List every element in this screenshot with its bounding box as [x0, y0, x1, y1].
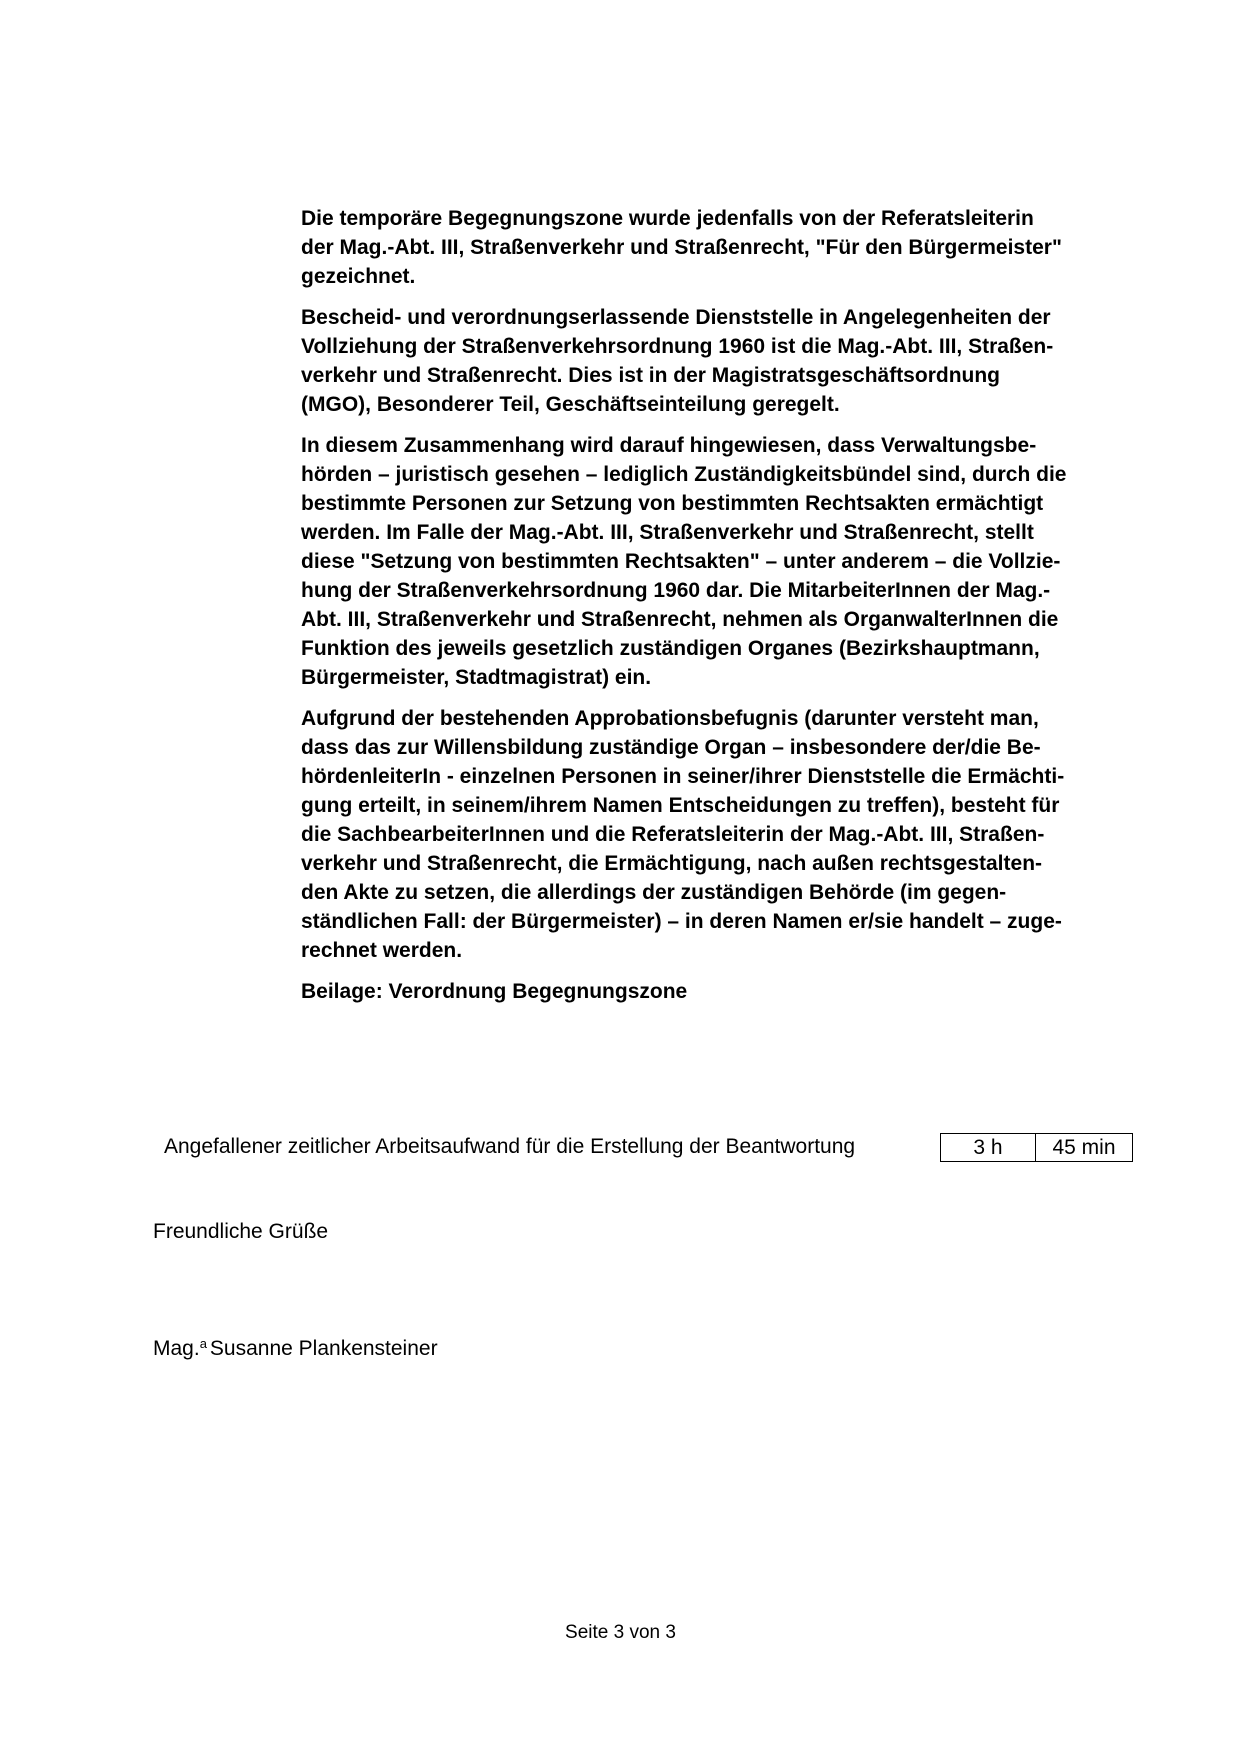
paragraph-signature-note	[301, 204, 1146, 291]
text-line: Bürgermeister, Stadtmagistrat) ein.	[301, 666, 652, 689]
text-line: gung erteilt, in seinem/ihrem Namen Entscheidungen zu treffen), besteht für	[301, 794, 1060, 817]
attachment-line: Beilage: Verordnung Begegnungszone	[301, 980, 688, 1003]
letter-body	[301, 204, 1146, 1018]
text-line: verkehr und Straßenrecht. Dies ist in der Magistratsgeschäftsordnung	[301, 364, 1000, 387]
paragraph-approbation-authority	[301, 704, 1146, 965]
closing-greeting: Freundliche Grüße	[153, 1220, 329, 1243]
work-effort-label: Angefallener zeitlicher Arbeitsaufwand für die Erstellung der Beantwortung	[164, 1135, 856, 1158]
text-line: die SachbearbeiterInnen und die Referatsleiterin der Mag.-Abt. III, Straßen-	[301, 823, 1045, 846]
text-line: Vollziehung der Straßenverkehrsordnung 1960 ist die Mag.-Abt. III, Straßen-	[301, 335, 1054, 358]
text-line: diese "Setzung von bestimmten Rechtsakten" – unter anderem – die Vollzie-	[301, 550, 1061, 573]
text-line: gezeichnet.	[301, 265, 416, 288]
signature-title: Mag.	[153, 1337, 200, 1360]
text-line: werden. Im Falle der Mag.-Abt. III, Straßenverkehr und Straßenrecht, stellt	[301, 521, 1034, 544]
text-line: dass das zur Willensbildung zuständige Organ – insbesondere der/die Be-	[301, 736, 1041, 759]
paragraph-competent-authority	[301, 303, 1146, 419]
paragraph-attachment	[301, 977, 1146, 1006]
text-line: Die temporäre Begegnungszone wurde jedenfalls von der Referatsleiterin	[301, 207, 1034, 230]
text-line: ständlichen Fall: der Bürgermeister) – in deren Namen er/sie handelt – zuge-	[301, 910, 1062, 933]
text-line: verkehr und Straßenrecht, die Ermächtigung, nach außen rechtsgestalten-	[301, 852, 1043, 875]
text-line: In diesem Zusammenhang wird darauf hingewiesen, dass Verwaltungsbe-	[301, 434, 1037, 457]
text-line: Abt. III, Straßenverkehr und Straßenrecht, nehmen als OrganwalterInnen die	[301, 608, 1059, 631]
signature-name: Susanne Plankensteiner	[209, 1337, 438, 1360]
page-footer: Seite 3 von 3	[565, 1622, 676, 1643]
text-line: Funktion des jeweils gesetzlich zuständigen Organes (Bezirkshauptmann,	[301, 637, 1040, 660]
text-line: der Mag.-Abt. III, Straßenverkehr und Straßenrecht, "Für den Bürgermeister"	[301, 236, 1062, 259]
work-effort-row	[164, 1132, 1164, 1162]
signature-title-superscript: a	[199, 1336, 207, 1351]
text-line: hördenleiterIn - einzelnen Personen in seiner/ihrer Dienststelle die Ermächti-	[301, 765, 1065, 788]
text-line: Aufgrund der bestehenden Approbationsbefugnis (darunter versteht man,	[301, 707, 1039, 730]
paragraph-administrative-authorities	[301, 431, 1146, 692]
signature-block	[153, 1329, 438, 1364]
work-effort-hours: 3 h	[941, 1134, 1036, 1161]
text-line: hörden – juristisch gesehen – lediglich Zuständigkeitsbündel sind, durch die	[301, 463, 1067, 486]
text-line: Bescheid- und verordnungserlassende Dienststelle in Angelegenheiten der	[301, 306, 1051, 329]
text-line: den Akte zu setzen, die allerdings der zuständigen Behörde (im gegen-	[301, 881, 1007, 904]
text-line: rechnet werden.	[301, 939, 463, 962]
work-effort-minutes: 45 min	[1052, 1136, 1116, 1159]
text-line: (MGO), Besonderer Teil, Geschäftseinteilung geregelt.	[301, 393, 840, 416]
work-effort-table	[940, 1133, 1133, 1162]
text-line: bestimmte Personen zur Setzung von bestimmten Rechtsakten ermächtigt	[301, 492, 1044, 515]
text-line: hung der Straßenverkehrsordnung 1960 dar. Die MitarbeiterInnen der Mag.-	[301, 579, 1051, 602]
